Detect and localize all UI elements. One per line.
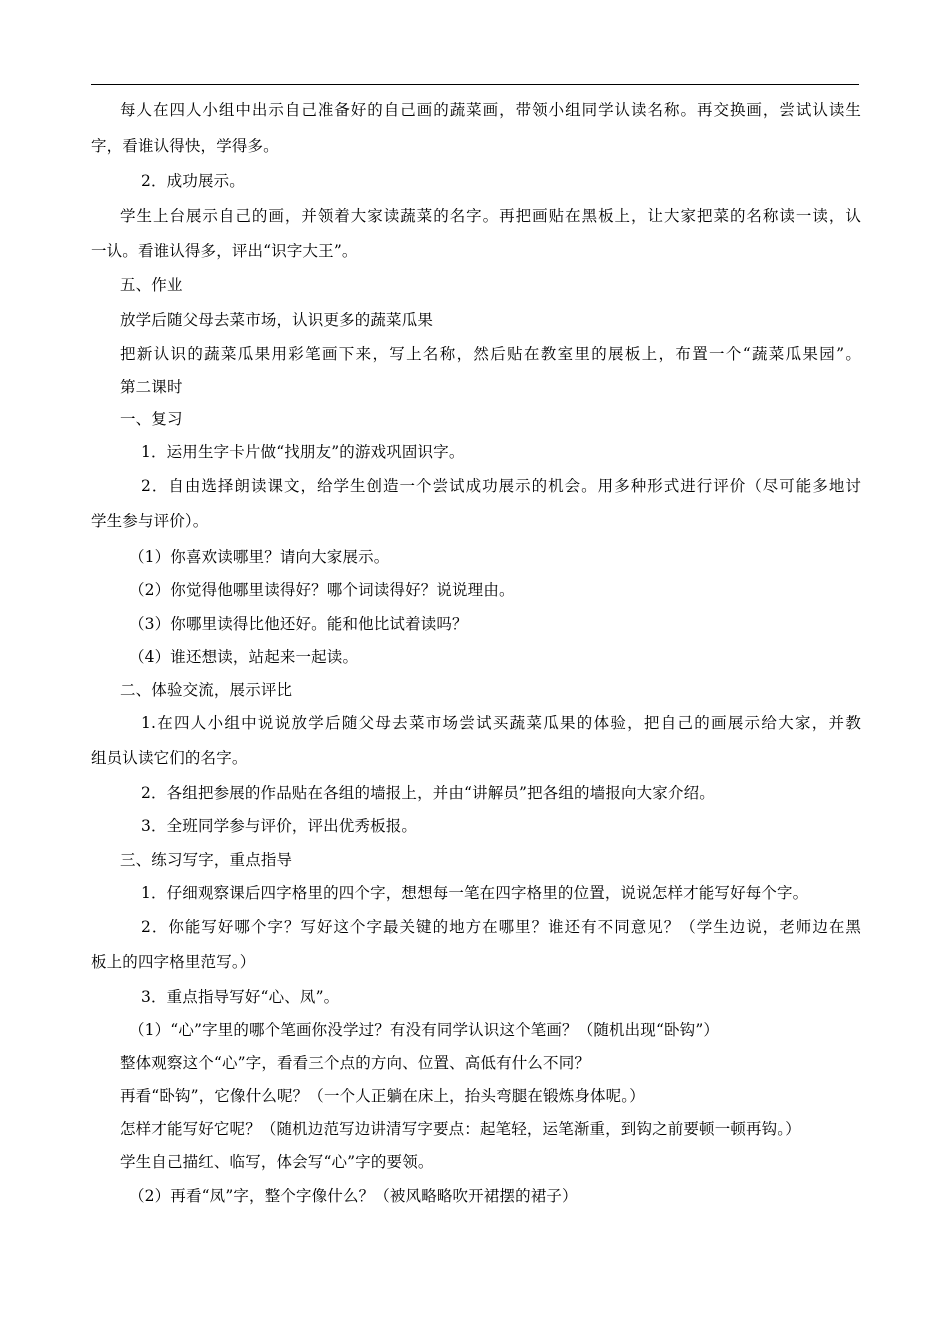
- paragraph-line: 每人在四人小组中出示自己准备好的自己画的蔬菜画，带领小组同学认读名称。再交换画，尝试认读生: [120, 101, 861, 119]
- list-item: 3．全班同学参与评价，评出优秀板报。: [141, 817, 418, 835]
- paragraph-line: 学生上台展示自己的画，并领着大家读蔬菜的名字。再把画贴在黑板上，让大家把菜的名称读一读，认: [120, 207, 861, 225]
- paragraph-line: 板上的四字格里范写。）: [91, 953, 256, 971]
- paragraph-line: 学生自己描红、临写，体会写“心”字的要领。: [120, 1153, 434, 1171]
- section-heading: 三、练习写字，重点指导: [120, 851, 293, 869]
- list-item: 1．运用生字卡片做“找朋友”的游戏巩固识字。: [141, 443, 465, 461]
- list-item: （1）“心”字里的哪个笔画你没学过？有没有同学认识这个笔画？（随机出现“卧钩”）: [129, 1021, 720, 1039]
- paragraph-line: 学生参与评价）。: [91, 512, 209, 530]
- list-item: 2．自由选择朗读课文，给学生创造一个尝试成功展示的机会。用多种形式进行评价（尽可能多地讨: [141, 477, 861, 495]
- paragraph-line: 放学后随父母去菜市场，认识更多的蔬菜瓜果: [120, 311, 434, 329]
- list-item: （2）你觉得他哪里读得好？哪个词读得好？说说理由。: [129, 581, 515, 599]
- section-heading: 二、体验交流，展示评比: [120, 681, 293, 699]
- list-item: 3．重点指导写好“心、凤”。: [141, 988, 340, 1006]
- header-rule: [91, 84, 859, 85]
- paragraph-line: 再看“卧钩”，它像什么呢？（一个人正躺在床上，抬头弯腿在锻炼身体呢。）: [120, 1087, 645, 1105]
- list-item: （4）谁还想读，站起来一起读。: [129, 648, 359, 666]
- list-item: 2．你能写好哪个字？写好这个字最关键的地方在哪里？谁还有不同意见？（学生边说，老师边在黑: [141, 918, 861, 936]
- list-item: 1.在四人小组中说说放学后随父母去菜市场尝试买蔬菜瓜果的体验，把自己的画展示给大家，并教: [141, 714, 861, 732]
- list-item: （2）再看“凤”字，整个字像什么？（被风略略吹开裙摆的裙子）: [129, 1187, 578, 1205]
- list-item: 2．成功展示。: [141, 172, 245, 190]
- section-heading: 第二课时: [120, 378, 183, 396]
- paragraph-line: 字，看谁认得快，学得多。: [91, 137, 279, 155]
- paragraph-line: 组员认读它们的名字。: [91, 749, 248, 767]
- paragraph-line: 把新认识的蔬菜瓜果用彩笔画下来，写上名称，然后贴在教室里的展板上，布置一个“蔬菜瓜果园”。: [120, 345, 861, 363]
- list-item: （3）你哪里读得比他还好。能和他比试着读吗？: [129, 615, 468, 633]
- list-item: （1）你喜欢读哪里？请向大家展示。: [129, 548, 390, 566]
- paragraph-line: 怎样才能写好它呢？（随机边范写边讲清写字要点：起笔轻，运笔渐重，到钩之前要顿一顿再钩。）: [120, 1120, 801, 1138]
- paragraph-line: 整体观察这个“心”字，看看三个点的方向、位置、高低有什么不同？: [120, 1054, 591, 1072]
- list-item: 1．仔细观察课后四字格里的四个字，想想每一笔在四字格里的位置，说说怎样才能写好每个字。: [141, 884, 809, 902]
- list-item: 2．各组把参展的作品贴在各组的墙报上，并由“讲解员”把各组的墙报向大家介绍。: [141, 784, 715, 802]
- paragraph-line: 一认。看谁认得多，评出“识字大王”。: [91, 242, 358, 260]
- section-heading: 一、复习: [120, 410, 183, 428]
- section-heading: 五、作业: [120, 276, 183, 294]
